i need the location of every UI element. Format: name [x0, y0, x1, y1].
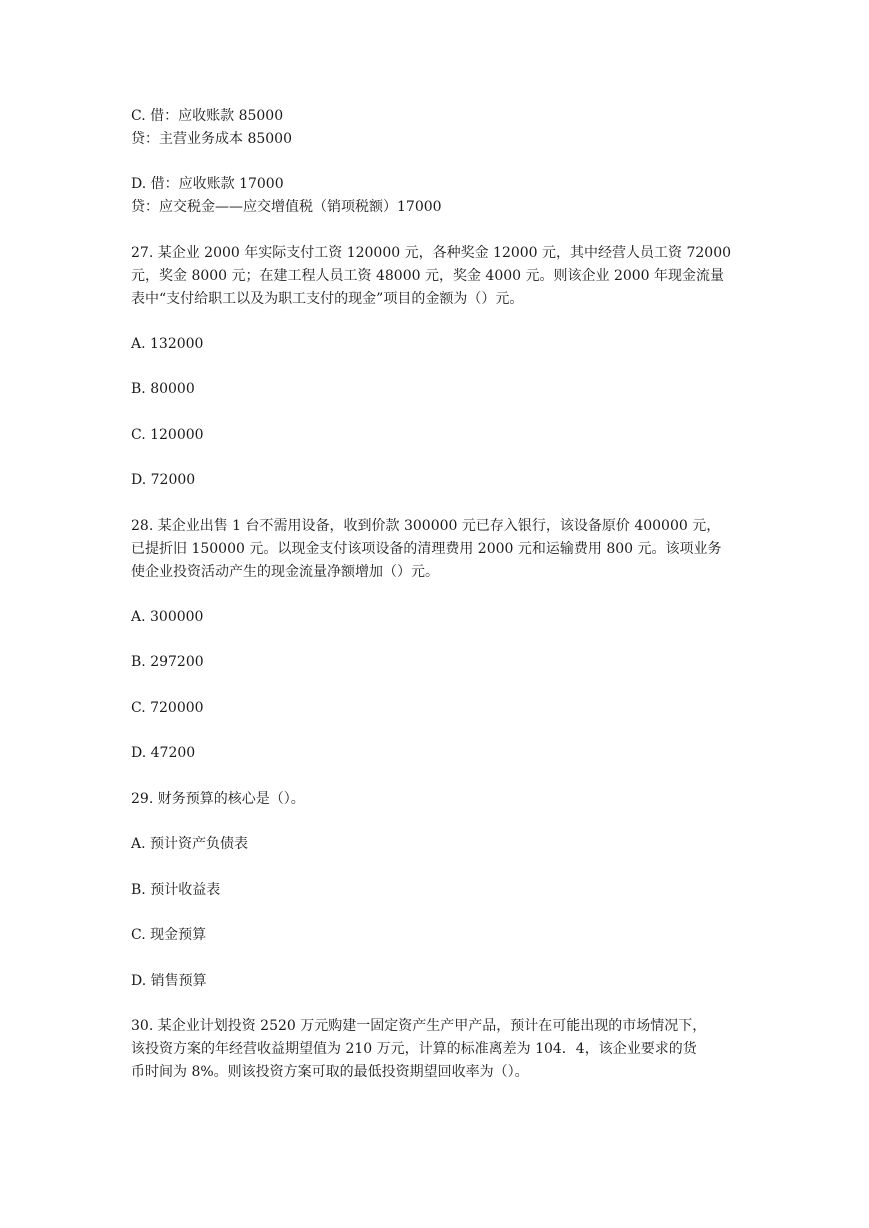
q26-option-d-line2: 贷：应交税金——应交增值税（销项税额）17000 — [131, 199, 442, 215]
q28-option-a: A. 300000 — [131, 609, 204, 625]
q27-stem-line3: 表中“支付给职工以及为职工支付的现金”项目的金额为（）元。 — [131, 291, 524, 307]
q28-option-d: D. 47200 — [131, 745, 196, 761]
q27-stem-line1: 27. 某企业 2000 年实际支付工资 120000 元，各种奖金 12000 元，其中经营人员工资 72000 — [131, 245, 732, 261]
q29-option-d: D. 销售预算 — [131, 973, 207, 989]
q26-option-d-line1: D. 借：应收账款 17000 — [131, 176, 284, 192]
q28-option-c: C. 720000 — [131, 700, 204, 716]
q28-option-b: B. 297200 — [131, 654, 204, 670]
q30-stem-line2: 该投资方案的年经营收益期望值为 210 万元，计算的标准离差为 104．4，该企业要求的货 — [131, 1041, 697, 1057]
q27-option-d: D. 72000 — [131, 472, 196, 488]
q28-stem-line1: 28. 某企业出售 1 台不需用设备，收到价款 300000 元已存入银行，该设备原价 400000 元， — [131, 518, 721, 534]
q29-option-c: C. 现金预算 — [131, 927, 207, 943]
q29-option-b: B. 预计收益表 — [131, 882, 221, 898]
q27-option-a: A. 132000 — [131, 336, 204, 352]
q27-stem-line2: 元，奖金 8000 元；在建工程人员工资 48000 元，奖金 4000 元。则该企业 2000 年现金流量 — [131, 268, 725, 284]
q28-stem-line2: 已提折旧 150000 元。以现金支付该项设备的清理费用 2000 元和运输费用 800 元。该项业务 — [131, 541, 722, 557]
q26-option-c-line1: C. 借：应收账款 85000 — [131, 108, 284, 124]
q30-stem-line3: 币时间为 8%。则该投资方案可取的最低投资期望回收率为（）。 — [131, 1064, 529, 1080]
q26-option-c-line2: 贷：主营业务成本 85000 — [131, 131, 292, 147]
q29-stem-line1: 29. 财务预算的核心是（）。 — [131, 791, 305, 807]
q29-option-a: A. 预计资产负债表 — [131, 836, 249, 852]
q27-option-b: B. 80000 — [131, 381, 195, 397]
q28-stem-line3: 使企业投资活动产生的现金流量净额增加（）元。 — [131, 564, 439, 580]
q30-stem-line1: 30. 某企业计划投资 2520 万元购建一固定资产生产甲产品，预计在可能出现的市场情况下， — [131, 1018, 707, 1034]
q27-option-c: C. 120000 — [131, 427, 204, 443]
